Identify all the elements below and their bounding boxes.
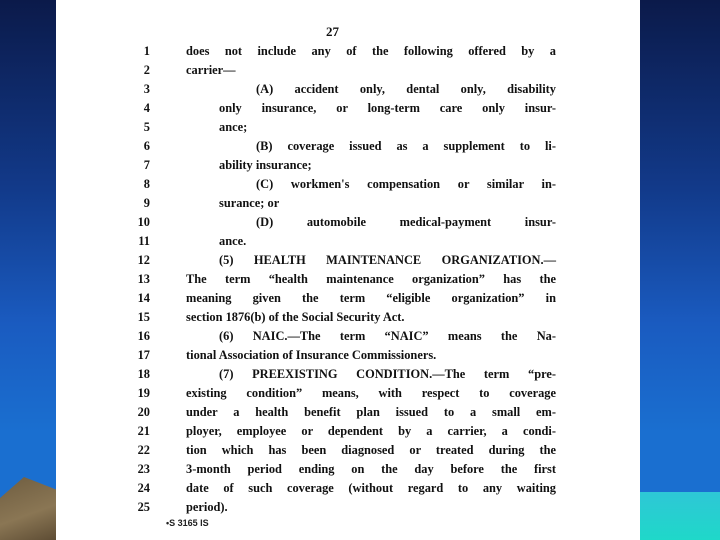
line-text: meaning given the term “eligible organization” in xyxy=(186,291,556,305)
document-line xyxy=(56,348,640,367)
document-line xyxy=(56,310,640,329)
document-line xyxy=(56,82,640,101)
document-line xyxy=(56,291,640,310)
document-line xyxy=(56,405,640,424)
line-number: 4 xyxy=(143,101,150,115)
background-hill xyxy=(0,470,60,540)
document-line xyxy=(56,234,640,253)
line-number: 9 xyxy=(143,196,150,210)
document-line xyxy=(56,386,640,405)
line-text: ance. xyxy=(219,234,247,248)
line-text: (A) accident only, dental only, disability xyxy=(256,82,556,96)
line-number: 15 xyxy=(137,310,150,324)
line-number: 19 xyxy=(137,386,150,400)
line-text: (D) automobile medical-payment insur- xyxy=(256,215,556,229)
line-text: section 1876(b) of the Social Security Act. xyxy=(186,310,405,324)
page-number: 27 xyxy=(326,24,339,39)
line-text: period). xyxy=(186,500,228,514)
document-line xyxy=(56,443,640,462)
line-number: 21 xyxy=(137,424,150,438)
line-text: (5) HEALTH MAINTENANCE ORGANIZATION.— xyxy=(219,253,556,267)
line-number: 25 xyxy=(137,500,150,514)
document-page xyxy=(56,0,640,540)
document-line xyxy=(56,63,640,82)
line-text: does not include any of the following offered by a xyxy=(186,44,556,58)
document-line xyxy=(56,44,640,63)
line-text: surance; or xyxy=(219,196,280,210)
line-number: 10 xyxy=(137,215,150,229)
line-text: (6) NAIC.—The term “NAIC” means the Na- xyxy=(219,329,556,343)
line-text: tional Association of Insurance Commissioners. xyxy=(186,348,437,362)
line-number: 23 xyxy=(137,462,150,476)
line-text: only insurance, or long-term care only insur- xyxy=(219,101,556,115)
line-number: 18 xyxy=(137,367,150,381)
document-line xyxy=(56,101,640,120)
document-line xyxy=(56,120,640,139)
line-number: 5 xyxy=(143,120,150,134)
document-line xyxy=(56,367,640,386)
document-line xyxy=(56,196,640,215)
line-text: existing condition” means, with respect to coverage xyxy=(186,386,556,400)
line-text: (7) PREEXISTING CONDITION.—The term “pre- xyxy=(219,367,556,381)
line-number: 16 xyxy=(137,329,150,343)
line-number: 8 xyxy=(143,177,150,191)
document-line xyxy=(56,177,640,196)
line-text: carrier— xyxy=(186,63,236,77)
document-line xyxy=(56,215,640,234)
line-text: ployer, employee or dependent by a carrier, a condi- xyxy=(186,424,556,438)
line-number: 6 xyxy=(143,139,150,153)
document-line xyxy=(56,500,640,516)
document-line xyxy=(56,481,640,500)
document-line xyxy=(56,462,640,481)
line-number: 17 xyxy=(137,348,150,362)
line-number: 7 xyxy=(143,158,150,172)
line-number: 12 xyxy=(137,253,150,267)
document-line xyxy=(56,253,640,272)
line-text: The term “health maintenance organization” has the xyxy=(186,272,556,286)
line-text: under a health benefit plan issued to a small em- xyxy=(186,405,556,419)
document-line xyxy=(56,158,640,177)
line-text: ability insurance; xyxy=(219,158,312,172)
line-text: 3-month period ending on the day before the first xyxy=(186,462,556,476)
line-number: 1 xyxy=(143,44,150,58)
line-text: date of such coverage (without regard to any waiting xyxy=(186,481,556,495)
line-number: 13 xyxy=(137,272,150,286)
bill-identifier: •S 3165 IS xyxy=(166,518,209,528)
line-number: 2 xyxy=(143,63,150,77)
line-number: 3 xyxy=(143,82,150,96)
line-text: tion which has been diagnosed or treated during the xyxy=(186,443,556,457)
document-line xyxy=(56,139,640,158)
line-text: (B) coverage issued as a supplement to li- xyxy=(256,139,556,153)
line-number: 11 xyxy=(138,234,150,248)
document-line xyxy=(56,272,640,291)
line-number: 24 xyxy=(137,481,150,495)
document-line xyxy=(56,329,640,348)
line-number: 14 xyxy=(137,291,150,305)
line-text: ance; xyxy=(219,120,248,134)
line-number: 20 xyxy=(137,405,150,419)
line-number: 22 xyxy=(137,443,150,457)
background-sea xyxy=(640,492,720,540)
document-line xyxy=(56,424,640,443)
line-text: (C) workmen's compensation or similar in- xyxy=(256,177,556,191)
